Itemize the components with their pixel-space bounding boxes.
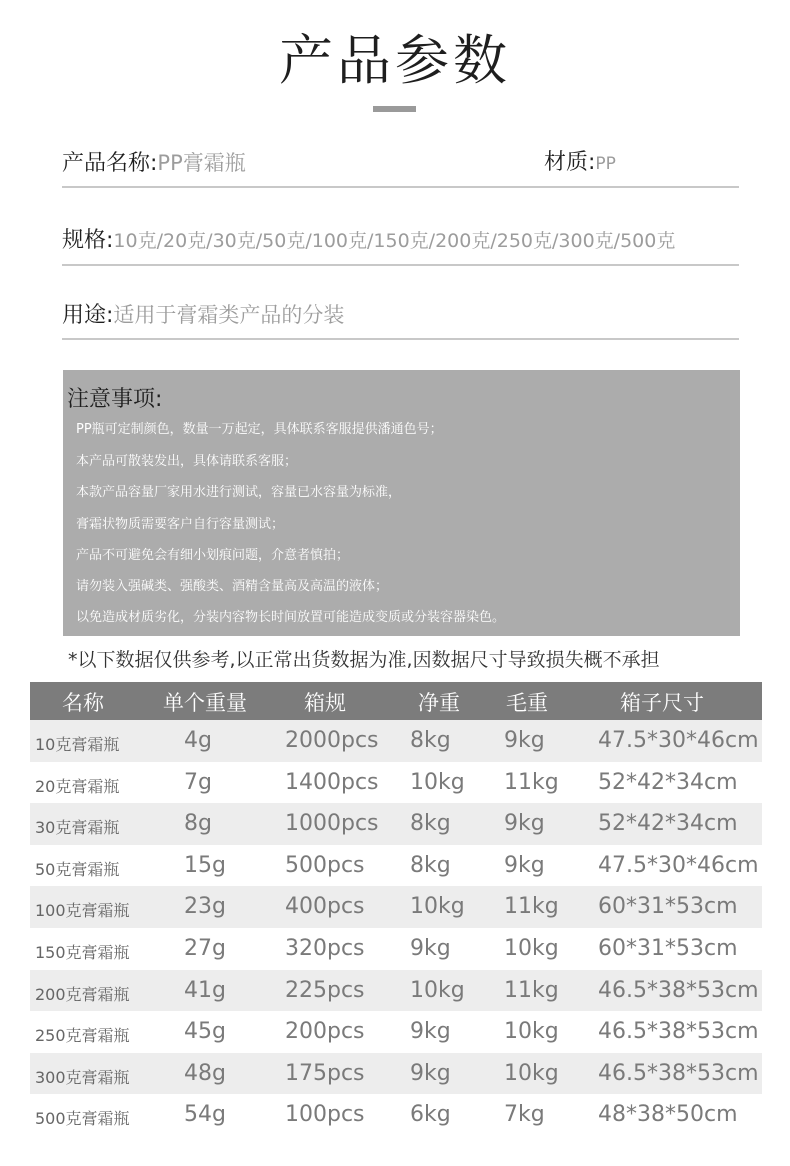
cell-unit-weight: 4g <box>184 728 212 753</box>
cell-net-weight: 9kg <box>410 1060 451 1086</box>
cell-box-size: 46.5*38*53cm <box>598 1019 759 1045</box>
notice-item: 以免造成材质劣化，分装内容物长时间放置可能造成变质或分装容器染色。 <box>76 610 506 625</box>
spec-table <box>30 682 762 1136</box>
cell-box-qty: 500pcs <box>285 852 365 878</box>
notice-item: 产品不可避免会有细小划痕问题，介意者慎拍； <box>76 548 350 563</box>
cell-gross-weight: 11kg <box>504 977 559 1003</box>
cell-name: 100克膏霜瓶 <box>35 901 130 921</box>
table-header <box>30 682 762 720</box>
cell-box-size: 47.5*30*46cm <box>598 728 759 753</box>
cell-net-weight: 9kg <box>410 935 451 961</box>
cell-gross-weight: 11kg <box>504 894 559 920</box>
cell-unit-weight: 45g <box>184 1019 226 1045</box>
header-box-size: 箱子尺寸 <box>620 691 704 715</box>
header-box-qty: 箱规 <box>304 691 346 715</box>
table-row <box>30 1011 762 1053</box>
notice-item: 本产品可散装发出，具体请联系客服； <box>76 454 298 469</box>
page-title: 产品参数 <box>279 29 511 92</box>
material-value: PP <box>595 154 616 174</box>
cell-net-weight: 9kg <box>410 1019 451 1045</box>
cell-box-size: 60*31*53cm <box>598 935 738 961</box>
cell-gross-weight: 11kg <box>504 769 559 795</box>
cell-box-size: 46.5*38*53cm <box>598 1060 759 1086</box>
cell-box-size: 52*42*34cm <box>598 769 738 795</box>
header-net-weight: 净重 <box>418 691 460 715</box>
notice-box <box>63 370 740 636</box>
material-label: 材质: <box>544 150 596 175</box>
cell-net-weight: 10kg <box>410 894 465 920</box>
table-row <box>30 845 762 887</box>
cell-gross-weight: 9kg <box>504 728 545 753</box>
cell-gross-weight: 10kg <box>504 1019 559 1045</box>
product-name-label: 产品名称: <box>62 151 158 176</box>
cell-box-size: 48*38*50cm <box>598 1102 738 1128</box>
cell-box-qty: 225pcs <box>285 977 365 1003</box>
spec-label: 规格: <box>62 228 114 253</box>
cell-unit-weight: 54g <box>184 1102 226 1128</box>
cell-net-weight: 10kg <box>410 769 465 795</box>
cell-name: 30克膏霜瓶 <box>35 818 120 838</box>
cell-box-size: 52*42*34cm <box>598 811 738 837</box>
cell-box-qty: 320pcs <box>285 935 365 961</box>
notice-title: 注意事项: <box>67 387 163 412</box>
info-row-usage <box>62 292 739 340</box>
cell-name: 50克膏霜瓶 <box>35 859 120 879</box>
header-name: 名称 <box>62 691 104 715</box>
cell-box-qty: 1000pcs <box>285 811 379 837</box>
cell-name: 20克膏霜瓶 <box>35 776 120 796</box>
spec-value: 10克/20克/30克/50克/100克/150克/200克/250克/300克/500克 <box>113 230 676 252</box>
cell-name: 300克膏霜瓶 <box>35 1067 130 1087</box>
cell-net-weight: 8kg <box>410 852 451 878</box>
cell-unit-weight: 27g <box>184 935 226 961</box>
cell-unit-weight: 23g <box>184 894 226 920</box>
notice-item: 本款产品容量厂家用水进行测试，容量已水容量为标准， <box>76 485 402 500</box>
notice-item: 请勿装入强碱类、强酸类、酒精含量高及高温的液体； <box>76 579 389 594</box>
cell-box-qty: 100pcs <box>285 1102 365 1128</box>
cell-gross-weight: 9kg <box>504 852 545 878</box>
notice-item: PP瓶可定制颜色，数量一万起定，具体联系客服提供潘通色号； <box>76 422 443 437</box>
cell-box-qty: 175pcs <box>285 1060 365 1086</box>
cell-name: 500克膏霜瓶 <box>35 1109 130 1129</box>
notice-item: 膏霜状物质需要客户自行容量测试； <box>76 517 285 532</box>
cell-box-qty: 400pcs <box>285 894 365 920</box>
disclaimer: *以下数据仅供参考,以正常出货数据为准,因数据尺寸导致损失概不承担 <box>68 649 660 671</box>
cell-net-weight: 8kg <box>410 811 451 837</box>
usage-label: 用途: <box>62 303 114 328</box>
cell-unit-weight: 15g <box>184 852 226 878</box>
header-unit-weight: 单个重量 <box>163 691 247 715</box>
product-name-value: PP膏霜瓶 <box>157 151 246 175</box>
header-gross-weight: 毛重 <box>506 691 548 715</box>
cell-unit-weight: 41g <box>184 977 226 1003</box>
cell-gross-weight: 9kg <box>504 811 545 837</box>
cell-unit-weight: 8g <box>184 811 212 837</box>
title-divider <box>373 106 416 112</box>
table-row <box>30 803 762 845</box>
info-row-spec <box>62 218 739 266</box>
cell-name: 150克膏霜瓶 <box>35 942 130 962</box>
cell-net-weight: 6kg <box>410 1102 451 1128</box>
cell-gross-weight: 7kg <box>504 1102 545 1128</box>
table-row <box>30 886 762 928</box>
table-row <box>30 1094 762 1136</box>
cell-box-size: 60*31*53cm <box>598 894 738 920</box>
cell-name: 250克膏霜瓶 <box>35 1026 130 1046</box>
cell-gross-weight: 10kg <box>504 935 559 961</box>
table-row <box>30 762 762 804</box>
cell-unit-weight: 7g <box>184 769 212 795</box>
cell-box-size: 47.5*30*46cm <box>598 852 759 878</box>
usage-value: 适用于膏霜类产品的分装 <box>113 303 345 327</box>
cell-unit-weight: 48g <box>184 1060 226 1086</box>
info-row-name-material <box>62 140 739 188</box>
table-row <box>30 928 762 970</box>
cell-box-size: 46.5*38*53cm <box>598 977 759 1003</box>
table-row <box>30 970 762 1012</box>
cell-net-weight: 8kg <box>410 728 451 753</box>
table-row <box>30 1053 762 1095</box>
cell-box-qty: 1400pcs <box>285 769 379 795</box>
cell-box-qty: 200pcs <box>285 1019 365 1045</box>
cell-name: 10克膏霜瓶 <box>35 735 120 754</box>
cell-name: 200克膏霜瓶 <box>35 984 130 1004</box>
cell-gross-weight: 10kg <box>504 1060 559 1086</box>
cell-net-weight: 10kg <box>410 977 465 1003</box>
cell-box-qty: 2000pcs <box>285 728 379 753</box>
table-row <box>30 720 762 762</box>
material-group <box>544 140 616 187</box>
